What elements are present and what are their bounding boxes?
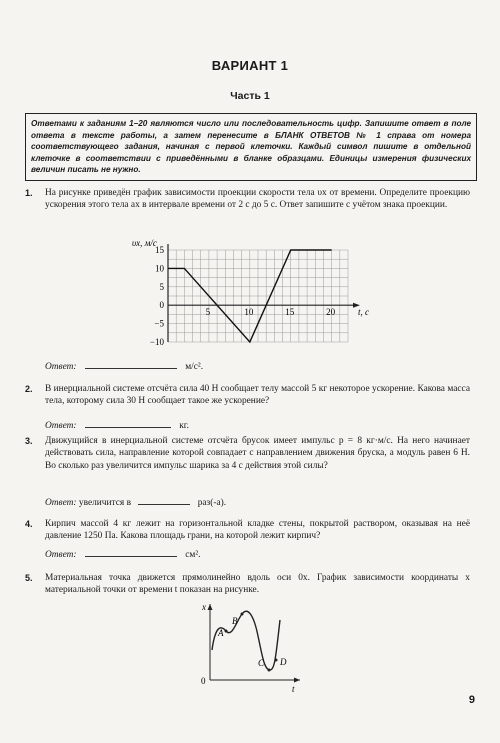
y-tick-label: 10: [155, 263, 164, 274]
x-tick-label: 10: [244, 307, 254, 318]
page-number: 9: [468, 694, 475, 706]
task-1-answer: [45, 360, 203, 372]
answer-field[interactable]: [85, 360, 177, 369]
task-number: 3.: [25, 436, 33, 446]
answer-unit: м/с².: [185, 362, 204, 372]
task-number: 4.: [25, 519, 33, 529]
task-4-answer: [45, 548, 200, 560]
instructions-box: Ответами к заданиям 1–20 являются число или последовательность цифр. Запишите ответ в поле ответа в тексте работы, а затем перенесите в БЛАНК ОТВЕТОВ № 1 справа от номера соответствующего задания, начиная с первой клеточки. Каждый символ пишите в отдельной клеточке в соответствии с приведёнными в бланке образцами. Единицы измерения физических величин писать не нужно.: [25, 113, 477, 181]
point-d-label: D: [280, 657, 287, 667]
task-1: [25, 187, 470, 212]
y-axis-label: x: [202, 602, 206, 612]
task-text: Материальная точка движется прямолинейно вдоль оси 0x. График зависимости координаты x материальной точки от времени t показан на рисунке.: [45, 573, 470, 596]
coordinate-time-graph: [196, 598, 306, 695]
part-title: Часть 1: [230, 90, 270, 102]
task-3-answer: [45, 496, 226, 508]
task-number: 5.: [25, 573, 33, 583]
point-b-label: B: [232, 616, 238, 626]
variant-title: ВАРИАНТ 1: [211, 58, 289, 73]
y-tick-label: 0: [159, 300, 164, 311]
task-text: В инерциальной системе отсчёта сила 40 Н сообщает телу массой 5 кг некоторое ускорение. Какова масса тела, которому сила 30 Н сообщает такое же ускорение?: [45, 384, 470, 407]
answer-unit: кг.: [179, 421, 189, 431]
task-text: На рисунке приведён график зависимости проекции скорости тела υx от времени. Определите проекцию ускорения этого тела ax в интервале времени от 2 с до 5 с. Ответ запишите с учётом знака проекции.: [45, 188, 470, 211]
y-axis-arrowhead: [208, 604, 213, 610]
point-a-label: A: [218, 628, 224, 638]
answer-label: Ответ:: [45, 550, 77, 560]
answer-unit: см².: [185, 550, 201, 560]
task-text: Движущийся в инерциальной системе отсчёта брусок имеет импульс p = 8 кг·м/с. На него начинает действовать сила, направление которой совпадает с направлением движения бруска, а модуль равен 6 Н. Во сколько раз увеличится импульс шарика за 4 с действия этой силы?: [45, 436, 470, 471]
task-2: [25, 383, 470, 408]
coordinate-curve: [212, 611, 280, 670]
point-b-marker: [241, 613, 244, 616]
x-tick-label: 15: [285, 307, 295, 318]
task-2-answer: [45, 419, 189, 431]
point-a-marker: [225, 630, 228, 633]
x-tick-label: 20: [326, 307, 336, 318]
answer-label: Ответ:: [45, 421, 77, 431]
origin-label: 0: [201, 676, 206, 686]
task-number: 2.: [25, 384, 33, 394]
point-c-label: C: [258, 658, 265, 668]
velocity-time-chart: [120, 232, 390, 352]
task-3: [25, 435, 470, 472]
point-d-marker: [275, 659, 278, 662]
point-c-marker: [268, 669, 271, 672]
answer-field[interactable]: [85, 548, 177, 557]
answer-unit: раз(-а).: [197, 498, 227, 508]
task-5: [25, 572, 470, 597]
y-axis-label: υx, м/с: [132, 238, 157, 248]
y-tick-label: −5: [154, 318, 164, 329]
answer-label: Ответ:: [45, 498, 77, 508]
y-tick-label: −10: [149, 337, 164, 347]
task-number: 1.: [25, 188, 33, 198]
answer-field[interactable]: [138, 496, 190, 505]
x-tick-label: 5: [205, 307, 211, 318]
task-4: [25, 518, 470, 543]
x-axis-arrowhead: [294, 678, 300, 683]
y-tick-label: 15: [155, 245, 164, 255]
y-tick-label: 5: [159, 281, 164, 292]
answer-field[interactable]: [85, 419, 171, 428]
x-axis-label: t: [292, 684, 295, 694]
x-axis-label: t, с: [358, 307, 369, 317]
answer-prefix: увеличится в: [78, 498, 131, 508]
task-text: Кирпич массой 4 кг лежит на горизонтальной кладке стены, покрытой раствором, оказывая на неё давление 1250 Па. Какова площадь грани, на которой лежит кирпич?: [45, 519, 470, 542]
answer-label: Ответ:: [45, 362, 77, 372]
